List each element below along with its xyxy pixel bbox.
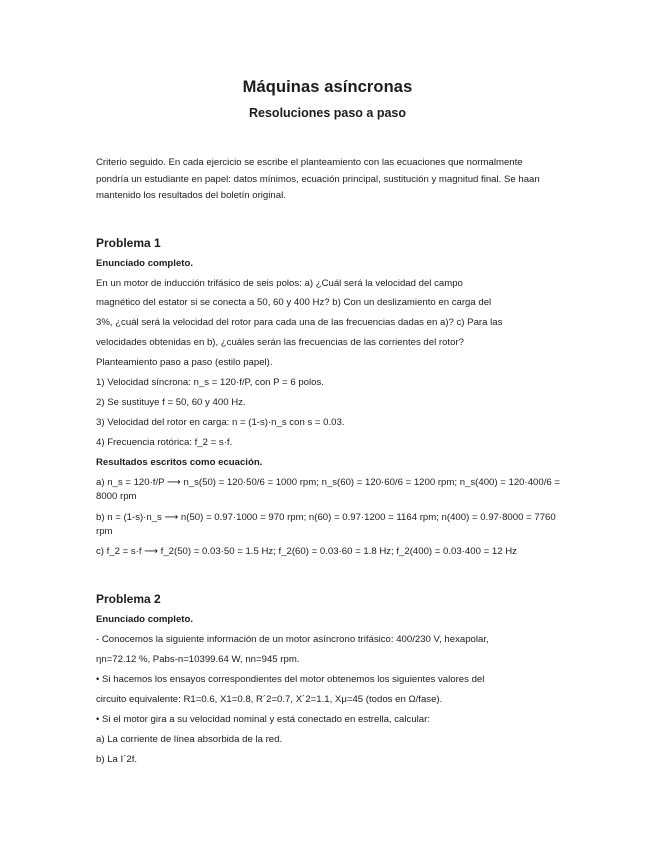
problem-2-line: ηn=72.12 %, Pabs-n=10399.64 W, nn=945 rpm. [96, 654, 300, 665]
problem-1-statement-line: magnético del estator si se conecta a 50, 60 y 400 Hz? b) Con un deslizamiento en carga del [96, 297, 492, 308]
document-subtitle: Resoluciones paso a paso [249, 106, 406, 120]
problem-1-step: 3) Velocidad del rotor en carga: n = (1-s)·n_s con s = 0.03. [96, 417, 345, 428]
problem-2-line: • Si hacemos los ensayos correspondientes del motor obtenemos los siguientes valores del [96, 674, 485, 685]
problem-1-step: 4) Frecuencia rotórica: f_2 = s·f. [96, 437, 233, 448]
problem-2-line: b) La I´2f. [96, 754, 138, 765]
problem-1-result-a: a) n_s = 120·f/P ⟶ n_s(50) = 120·50/6 = 1000 rpm; n_s(60) = 120·60/6 = 1200 rpm; n_s(400) = 120·400/6 = 8000 rpm [96, 477, 560, 502]
problem-2-statement-label: Enunciado completo. [96, 614, 194, 625]
problem-1-step: 2) Se sustituye f = 50, 60 y 400 Hz. [96, 397, 246, 408]
problem-1-statement-line: velocidades obtenidas en b), ¿cuáles serán las frecuencias de las corrientes del rotor? [96, 337, 464, 348]
problem-1-result-b: b) n = (1-s)·n_s ⟶ n(50) = 0.97·1000 = 970 rpm; n(60) = 0.97·1200 = 1164 rpm; n(400) = 0.97·8000 = 7760 rpm [96, 512, 556, 537]
problem-2-line: circuito equivalente: R1=0.6, X1=0.8, R´2=0.7, X´2=1.1, Xμ=45 (todos en Ω/fase). [96, 694, 443, 705]
problem-2-heading: Problema 2 [96, 592, 161, 606]
problem-1-statement-line: 3%, ¿cuál será la velocidad del rotor para cada una de las frecuencias dadas en a)? c) Para las [96, 317, 503, 328]
problem-1-statement-label: Enunciado completo. [96, 258, 194, 269]
intro-paragraph: Criterio seguido. En cada ejercicio se escribe el planteamiento con las ecuaciones que normalmente pondría un estudiante en papel: datos mínimos, ecuación principal, sustitución y magnitud final. Se haan mantenido los resultados del boletín original. [96, 157, 540, 201]
problem-2-line: a) La corriente de línea absorbida de la red. [96, 734, 283, 745]
problem-1-results-label: Resultados escritos como ecuación. [96, 457, 263, 468]
problem-1-statement-line: En un motor de inducción trifásico de seis polos: a) ¿Cuál será la velocidad del campo [96, 278, 463, 289]
problem-1-step: 1) Velocidad síncrona: n_s = 120·f/P, con P = 6 polos. [96, 377, 324, 388]
problem-2-line: - Conocemos la siguiente información de un motor asíncrono trifásico: 400/230 V, hexapolar, [96, 634, 489, 645]
document-title: Máquinas asíncronas [242, 78, 413, 96]
problem-1-heading: Problema 1 [96, 236, 161, 250]
problem-2-line: • Si el motor gira a su velocidad nominal y está conectado en estrella, calcular: [96, 714, 430, 725]
problem-1-result-c: c) f_2 = s·f ⟶ f_2(50) = 0.03·50 = 1.5 Hz; f_2(60) = 0.03·60 = 1.8 Hz; f_2(400) = 0.03·400 = 12 Hz [96, 546, 517, 557]
problem-1-approach-label: Planteamiento paso a paso (estilo papel). [96, 357, 273, 368]
